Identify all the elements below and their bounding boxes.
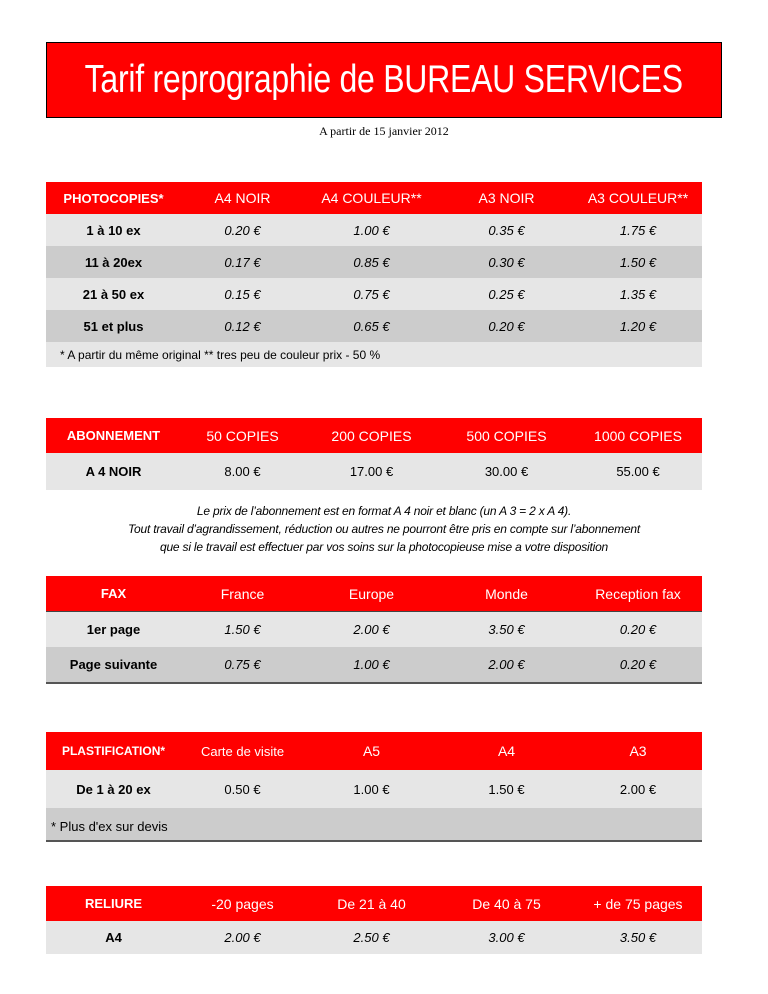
header-cell: France — [220, 585, 265, 602]
plastification-table — [46, 732, 702, 842]
header-cell: RELIURE — [84, 896, 143, 911]
header-cell: + de 75 pages — [593, 895, 683, 912]
header-cell: 1000 COPIES — [594, 427, 682, 444]
header-cell: A4 COULEUR** — [321, 190, 422, 206]
table-row — [46, 921, 702, 954]
row-label: 1 à 10 ex — [86, 222, 141, 238]
table-row — [46, 214, 702, 246]
plastification-header-row — [46, 732, 702, 770]
header-cell: A4 — [497, 743, 516, 759]
effective-date: A partir de 15 janvier 2012 — [319, 124, 449, 138]
header-cell: 200 COPIES — [331, 427, 412, 444]
table-row — [46, 278, 702, 310]
price-cell: 0.20 € — [224, 222, 261, 238]
price-cell: 55.00 € — [616, 464, 660, 479]
row-label: Page suivante — [69, 657, 158, 672]
table-row — [46, 453, 702, 490]
header-cell: Europe — [348, 585, 395, 602]
price-cell: 2.00 € — [353, 622, 390, 637]
price-cell: 2.00 € — [224, 930, 261, 945]
note-line: que si le travail est effectuer par vos soins sur la photocopieuse mise a votre disposition — [159, 540, 609, 554]
header-cell: A4 NOIR — [214, 190, 271, 206]
header-cell: Monde — [485, 585, 528, 602]
fax-table — [46, 576, 702, 684]
price-cell: 1.50 € — [619, 254, 657, 270]
header-cell: -20 pages — [211, 895, 274, 912]
row-label: 11 à 20ex — [84, 254, 143, 270]
price-cell: 1.20 € — [619, 318, 657, 334]
photocopies-note: * A partir du même original ** tres peu de couleur prix - 50 % — [46, 342, 702, 367]
price-cell: 2.00 € — [488, 657, 525, 672]
header-cell: De 40 à 75 — [472, 895, 541, 912]
price-cell: 2.00 € — [619, 781, 657, 797]
price-cell: 0.85 € — [353, 254, 390, 270]
header-cell: De 21 à 40 — [337, 895, 406, 912]
photocopies-header-row — [46, 182, 702, 214]
price-cell: 0.20 € — [619, 622, 657, 637]
price-cell: 0.65 € — [353, 318, 390, 334]
header-cell: A3 — [629, 743, 647, 759]
row-label: A 4 NOIR — [85, 464, 142, 479]
abonnement-table — [46, 418, 702, 490]
price-cell: 0.17 € — [224, 254, 261, 270]
row-label: A4 — [105, 930, 122, 945]
row-label: 1er page — [86, 622, 141, 637]
price-cell: 0.35 € — [488, 222, 525, 238]
table-row — [46, 770, 702, 808]
price-cell: 0.30 € — [488, 254, 525, 270]
header-cell: Carte de visite — [200, 743, 285, 759]
abonnement-notes — [0, 502, 768, 556]
header-cell: A3 COULEUR** — [587, 190, 689, 206]
header-cell: ABONNEMENT — [66, 428, 161, 443]
price-cell: 0.12 € — [224, 318, 261, 334]
title-banner — [46, 42, 722, 118]
price-cell: 0.50 € — [224, 781, 261, 797]
header-cell: A5 — [362, 743, 381, 759]
header-cell: Reception fax — [595, 585, 681, 602]
price-cell: 3.00 € — [488, 930, 525, 945]
price-cell: 0.20 € — [619, 657, 657, 672]
abonnement-header-row — [46, 418, 702, 453]
table-row — [46, 246, 702, 278]
price-cell: 30.00 € — [484, 464, 529, 479]
price-cell: 1.75 € — [619, 222, 657, 238]
header-cell: FAX — [100, 586, 127, 601]
header-cell: 500 COPIES — [466, 427, 547, 444]
price-cell: 2.50 € — [353, 930, 390, 945]
note-line: Tout travail d’agrandissement, réduction ou autres ne pourront être pris en compte sur l’abonnement — [127, 522, 641, 536]
price-cell: 0.75 € — [224, 657, 261, 672]
price-cell: 0.20 € — [488, 318, 525, 334]
header-cell: PHOTOCOPIES* — [63, 190, 164, 206]
price-cell: 1.00 € — [353, 222, 390, 238]
row-label: 21 à 50 ex — [82, 286, 145, 302]
price-cell: 8.00 € — [224, 464, 261, 479]
price-cell: 3.50 € — [488, 622, 525, 637]
price-cell: 1.50 € — [488, 781, 525, 797]
table-row — [46, 647, 702, 684]
page-title: Tarif reprographie de BUREAU SERVICES — [84, 58, 684, 101]
plastification-note: * Plus d'ex sur devis — [46, 808, 702, 842]
row-label: 51 et plus — [83, 318, 144, 334]
fax-header-row — [46, 576, 702, 612]
reliure-table — [46, 886, 702, 954]
price-cell: 0.25 € — [488, 286, 525, 302]
row-label: De 1 à 20 ex — [76, 781, 151, 797]
photocopies-table — [46, 182, 702, 367]
header-cell: A3 NOIR — [478, 190, 535, 206]
price-cell: 1.00 € — [353, 781, 390, 797]
note-line: Le prix de l’abonnement est en format A 4 noir et blanc (un A 3 = 2 x A 4). — [196, 504, 572, 518]
table-row — [46, 612, 702, 647]
price-cell: 17.00 € — [349, 464, 394, 479]
table-row — [46, 310, 702, 342]
price-cell: 1.50 € — [224, 622, 261, 637]
price-cell: 0.75 € — [353, 286, 390, 302]
price-cell: 1.00 € — [353, 657, 390, 672]
reliure-header-row — [46, 886, 702, 921]
price-cell: 1.35 € — [619, 286, 657, 302]
price-cell: 0.15 € — [224, 286, 261, 302]
header-cell: 50 COPIES — [206, 427, 279, 444]
price-cell: 3.50 € — [619, 930, 657, 945]
header-cell: PLASTIFICATION* — [61, 744, 166, 758]
